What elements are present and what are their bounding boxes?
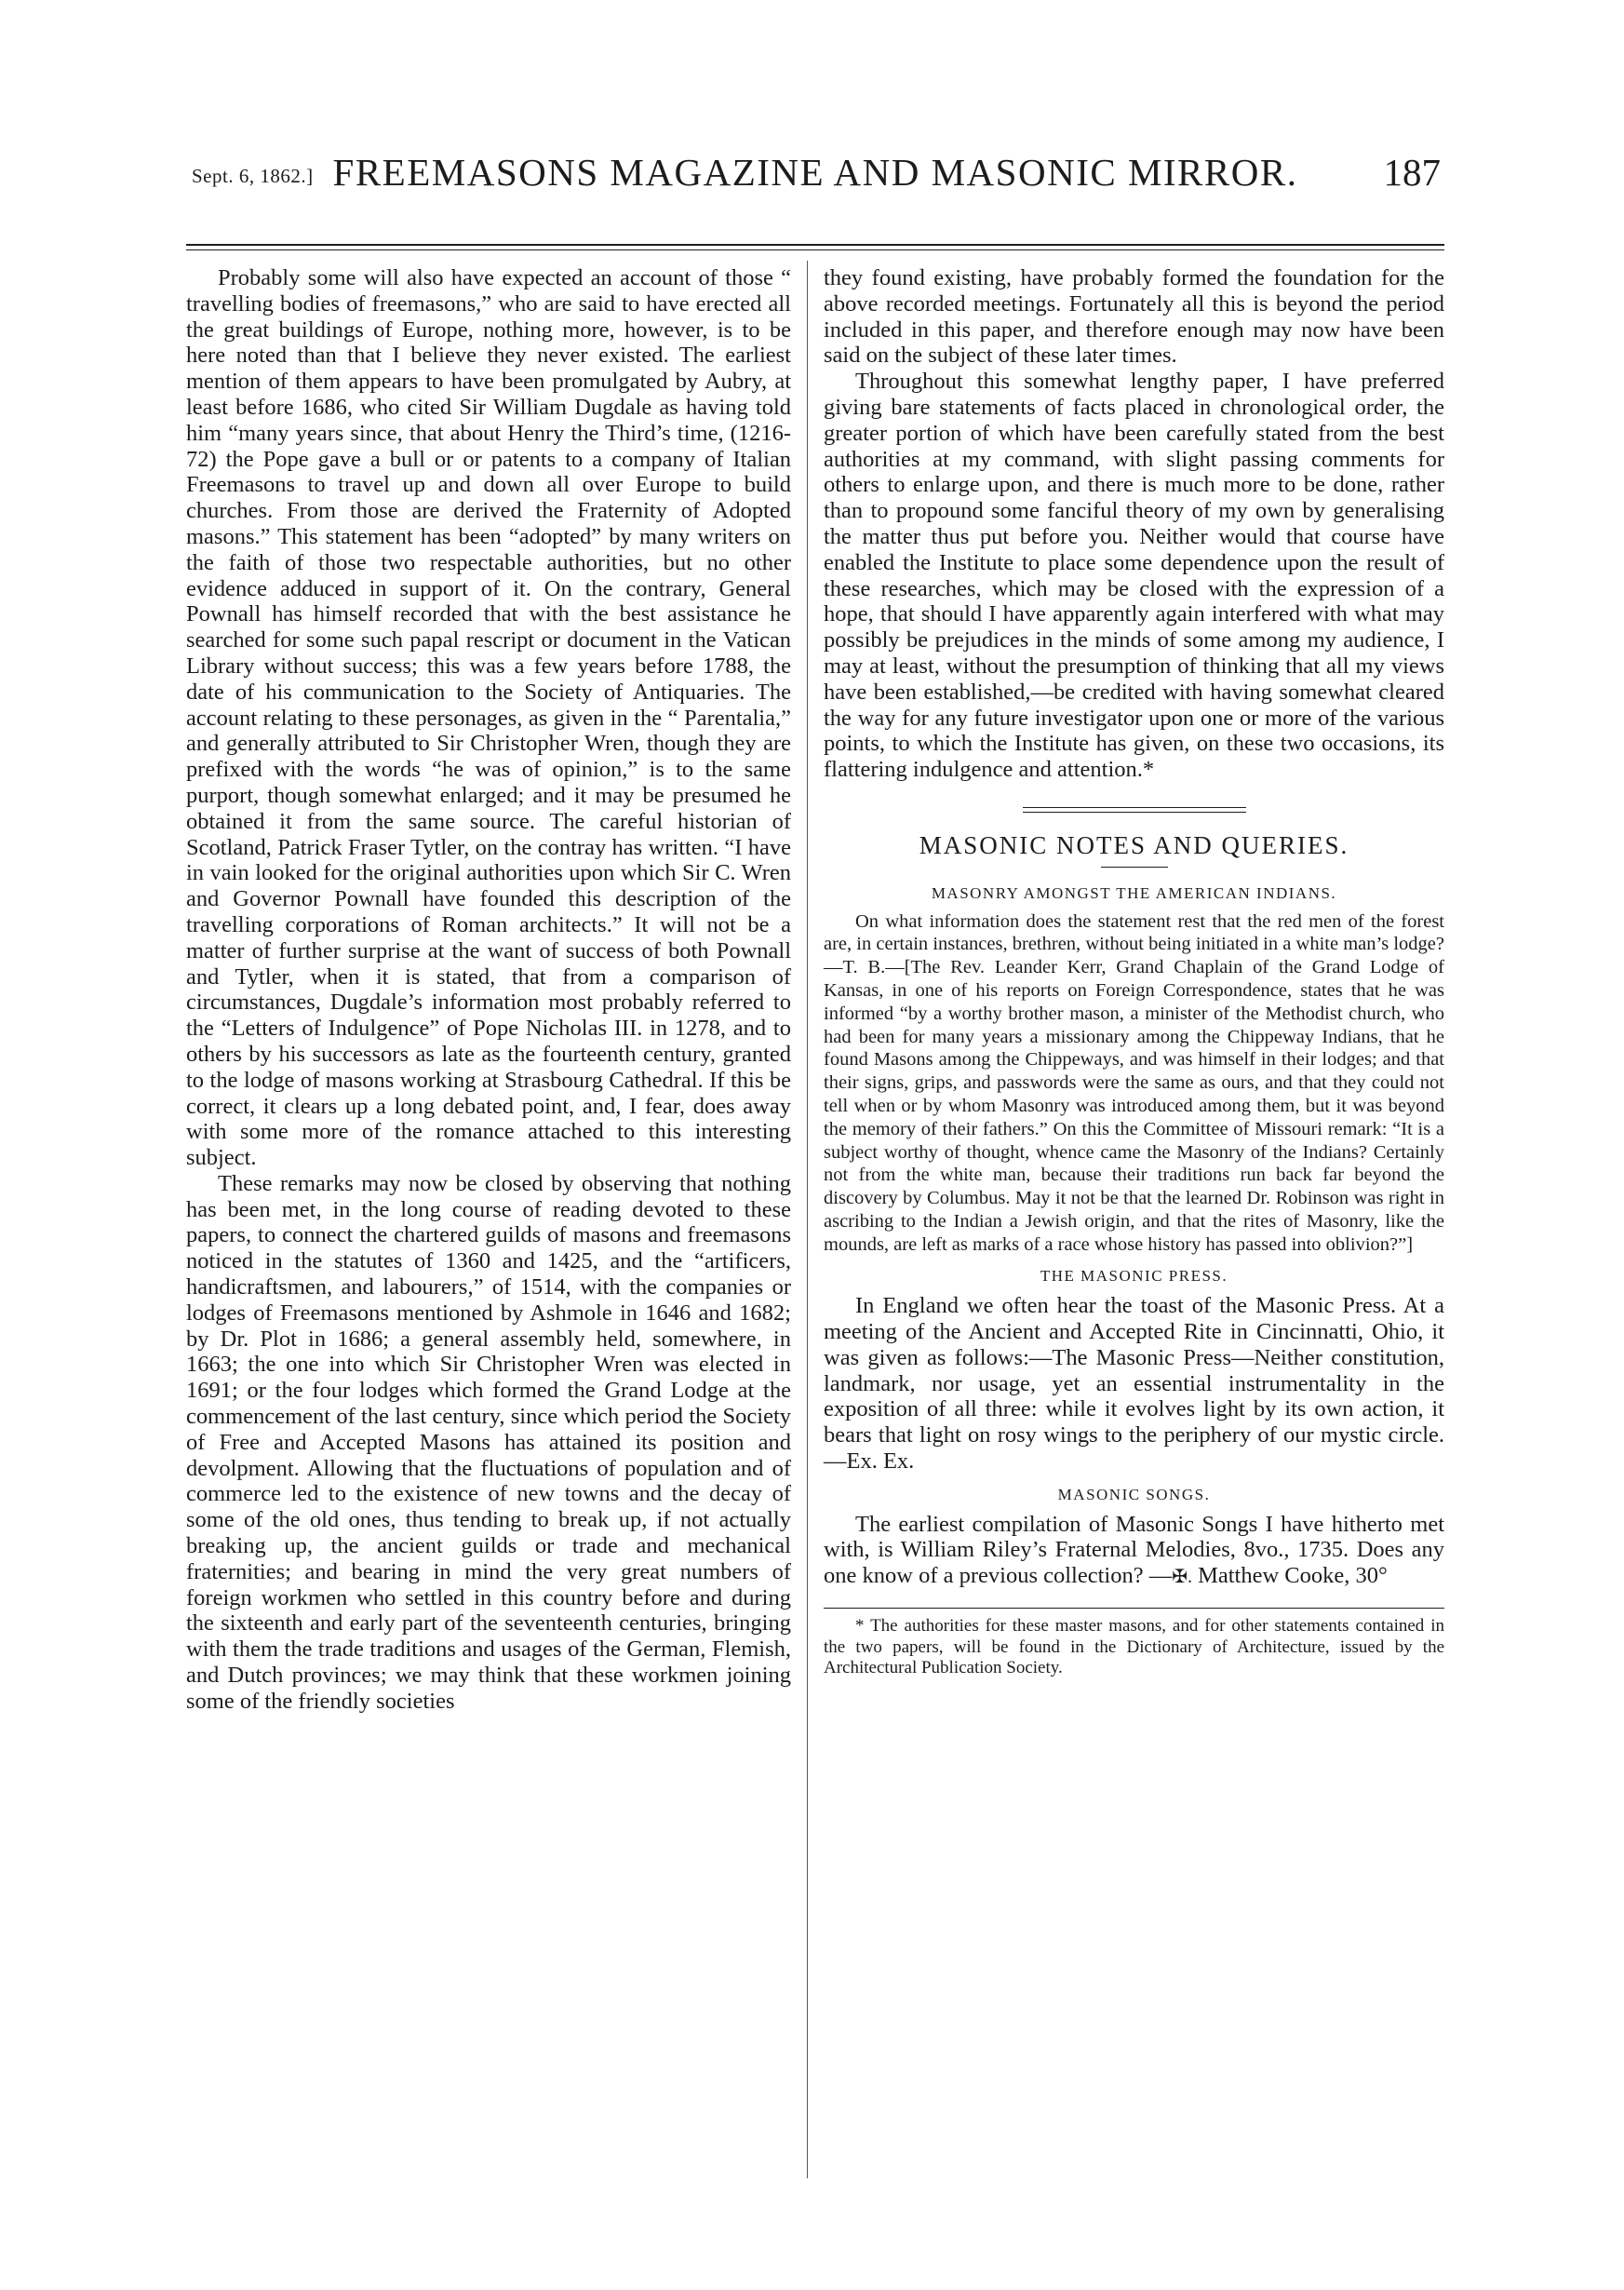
- paragraph-travelling-freemasons: Probably some will also have expected an account of those “ travelling bodies of freemasons,” who are said to have erected all the great buildings of Europe, nothing more, however, is to be here noted than that I believe they never existed. The earliest mention of them appears to have been promulgated by Aubry, at least before 1686, who cited Sir William Dugdale as having told him “many years since, that about Henry the Third’s time, (1216-72) the Pope gave a bull or or patents to a company of Italian Freemasons to travel up and down all over Europe to build churches. From those are derived the Fraternity of Adopted masons.” This statement has been “adopted” by many writers on the faith of those two respectable authorities, but no other evidence adduced in support of it. On the contrary, General Pownall has himself recorded that with the best assistance he searched for some such papal rescript or document in the Vatican Library without success; this was a few years before 1788, the date of his communication to the Society of Antiquaries. The account relating to these personages, as given in the “ Parentalia,” and generally attributed to Sir Christopher Wren, though they are prefixed with the words “he was of opinion,” is to the same purport, though somewhat enlarged; and it may be presumed he obtained it from the same source. The careful historian of Scotland, Patrick Fraser Tytler, on the contray has written. “I have in vain looked for the original authorities upon which Sir C. Wren and Governor Pownall have founded this description of the travelling corporations of Roman architects.” It will not be a matter of further surprise at the want of success of both Pownall and Tytler, when it is stated, that from a comparison of circumstances, Dugdale’s information most probably referred to the “Letters of Indulgence” of Pope Nicholas III. in 1278, and to others by his successors as late as the fourteenth century, granted to the lodge of masons working at Strasbourg Cathedral. If this be correct, it clears up a long debated point, and, I fear, does away with some more of the romance attached to this interesting subject.: [186, 265, 791, 1171]
- section-rule: [1023, 807, 1246, 808]
- footnote: * The authorities for these master masons, and for other statements contained in the two papers, will be found in the Dictionary of Architecture, issued by the Architectural Publication Society.: [824, 1616, 1444, 1678]
- item-text-masonic-songs: [824, 1512, 1444, 1591]
- item-text-masonic-press: In England we often hear the toast of the Masonic Press. At a meeting of the Ancient and Accepted Rite in Cincinnatti, Ohio, it was given as follows:—The Masonic Press—Neither constitution, landmark, nor usage, yet an essential instrumentality in the exposition of all three: while it evolves light by its own action, it bears that light on rosy wings to the periphery of our mystic circle.—Ex. Ex.: [824, 1293, 1444, 1475]
- item-heading-masonic-songs: MASONIC SONGS.: [1057, 1485, 1211, 1503]
- title-underline: [1101, 867, 1168, 868]
- paragraph-continuation: they found existing, have probably formed the foundation for the above recorded meetings. Fortunately all this is beyond the period included in this paper, and therefore enough may now have been said on the subject of these later times.: [824, 265, 1444, 369]
- paragraph-conclusion: Throughout this somewhat lengthy paper, I have preferred giving bare statements of facts placed in chronological order, the greater portion of which have been carefully stated from the best authorities at my command, with slight passing comments for others to enlarge upon, and there is much more to be done, rather than to propound some fanciful theory of my own by generalising the matter thus put before you. Neither would that course have enabled the Institute to place some dependence upon the result of these researches, which may be closed with the expression of a hope, that should I have apparently again interfered with what may possibly be prejudices in the minds of some among my audience, I may at least, without the presumption of thinking that all my views have been established,—be credited with having somewhat cleared the way for any future investigator upon one or more of the various points, to which the Institute has given, on these two occasions, its flattering indulgence and attention.*: [824, 369, 1444, 783]
- header-rule: [186, 244, 1444, 246]
- paragraph-closing-remarks: These remarks may now be closed by observing that nothing has been met, in the long course of reading devoted to these papers, to connect the chartered guilds of masons and freemasons noticed in the statutes of 1360 and 1425, and the “artificers, handicraftsmen, and labourers,” of 1514, with the companies or lodges of Freemasons mentioned by Ashmole in 1646 and 1682; by Dr. Plot in 1686; a general assembly held, somewhere, in 1663; the one into which Sir Christopher Wren was elected in 1691; or the four lodges which formed the Grand Lodge at the commencement of the last century, since which period the Society of Free and Accepted Masons has attained its position and devolpment. Allowing that the fluctuations of population and of commerce led to the existence of new towns and the decay of some of the old ones, thus tending to break up, if not actually breaking up, the ancient guilds or trade and mechanical fraternities; and bearing in mind the very great numbers of foreign workmen who settled in this country before and during the sixteenth and early part of the seventeenth centuries, bringing with them the trade traditions and usages of the German, Flemish, and Dutch provinces; we may think that these workmen joining some of the friendly societies: [186, 1170, 791, 1714]
- item-text-american-indians: On what information does the statement rest that the red men of the forest are, in certain instances, brethren, without being initiated in a white man’s lodge?—T. B.—[The Rev. Leander Kerr, Grand Chaplain of the Grand Lodge of Kansas, in one of his reports on Foreign Correspondence, states that he was informed “by a worthy brother mason, a minister of the Methodist church, who had been for many years a missionary among the Chippeway Indians, that he found Masons among the Chippeways, and was himself in their lodges; and that their signs, grips, and passwords were the same as ours, and that they could not tell when or by whom Masonry was introduced among them, but it was beyond the memory of their fathers.” On this the Committee of Missouri remark: “It is a subject worthy of thought, whence came the Masonry of the Indians? Certainly not from the white man, because their traditions run back far beyond the discovery by Columbus. May it not be that the learned Dr. Robinson was right in ascribing to the Indian a Jewish origin, and that the rites of Masonry, like the mounds, are left as marks of a race whose history has passed into oblivion?”]: [824, 910, 1444, 1255]
- signature-line: —✠. Matthew Cooke, 30°: [1148, 1563, 1388, 1589]
- page-header: [186, 144, 1444, 202]
- issue-date: Sept. 6, 1862.]: [192, 165, 314, 187]
- item-heading-masonic-press: THE MASONIC PRESS.: [1040, 1267, 1228, 1286]
- page-number: 187: [1383, 151, 1441, 194]
- footnote-rule: [824, 1608, 1444, 1609]
- magazine-title: FREEMASONS MAGAZINE AND MASONIC MIRROR.: [332, 151, 1298, 194]
- signature: Matthew Cooke, 30°: [1198, 1563, 1388, 1589]
- item-heading-american-indians: MASONRY AMONGST THE AMERICAN INDIANS.: [931, 883, 1337, 902]
- left-column: [186, 265, 791, 1715]
- cross-symbol: ✠.: [1172, 1567, 1192, 1588]
- section-rule-thin: [1023, 812, 1246, 813]
- section-title: MASONIC NOTES AND QUERIES.: [919, 830, 1349, 859]
- column-divider: [807, 261, 808, 2178]
- header-rule-thin: [186, 249, 1444, 250]
- masonic-songs-body: The earliest compilation of Masonic Songs I have hitherto met with, is William Riley’s Fraternal Melodies, 8vo., 1735. Does any one know of a previous collection?: [824, 1511, 1444, 1589]
- right-column: [824, 265, 1444, 1679]
